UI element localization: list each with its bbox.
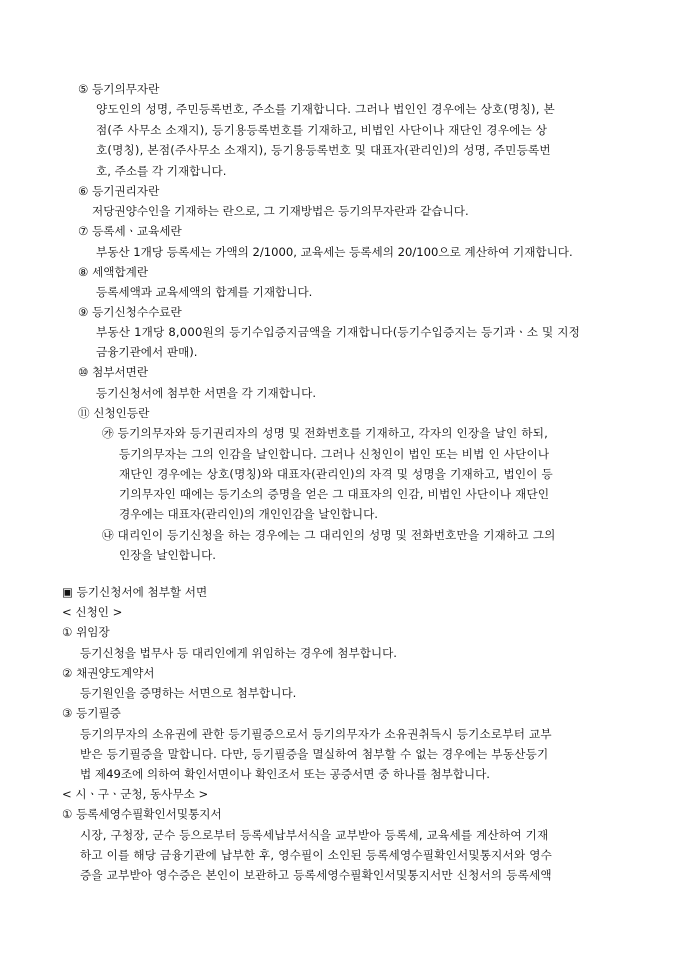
- item-9-text-line-2: 금융기관에서 판매).: [96, 345, 198, 359]
- item-9-text-line-1: 부동산 1개당 8,000원의 등기수입증지금액을 기재합니다(등기수입증지는 등기과ㆍ소 및 지정: [96, 325, 581, 339]
- attachment-3-text-line-3: 법 제49조에 의하여 확인서면이나 확인조서 또는 공증서면 중 하나를 첨부합니다.: [80, 767, 490, 781]
- attachment-1-text-line-1: 등기신청을 법무사 등 대리인에게 위임하는 경우에 첨부합니다.: [80, 646, 397, 660]
- item-11a-text-line-2: 등기의무자는 그의 인감을 날인합니다. 그러나 신청인이 법인 또는 비법 인 사단이나: [119, 447, 550, 461]
- item-11a-text-line-3: 재단인 경우에는 상호(명칭)와 대표자(관리인)의 자격 및 성명을 기재하고, 법인이 등: [119, 467, 553, 481]
- item-11b-text-line-1: ㉯ 대리인이 등기신청을 하는 경우에는 그 대리인의 성명 및 전화번호만을 기재하고 그의: [102, 528, 556, 542]
- item-11a-text-line-4: 기의무자인 때에는 등기소의 증명을 얻은 그 대표자의 인감, 비법인 사단이나 재단인: [119, 487, 550, 501]
- item-10-heading: ⑩ 첨부서면란: [78, 365, 149, 379]
- attachments-title: ▣ 등기신청서에 첨부할 서면: [62, 585, 208, 599]
- attachment-3-heading: ③ 등기필증: [62, 706, 121, 720]
- item-6-heading: ⑥ 등기권리자란: [78, 184, 160, 198]
- office-item-1-heading: ① 등록세영수필확인서및통지서: [62, 807, 222, 821]
- item-11b-text-line-2: 인장을 날인합니다.: [119, 548, 216, 562]
- item-5-heading: ⑤ 등기의무자란: [78, 82, 160, 96]
- item-11-heading: ⑪ 신청인등란: [78, 406, 150, 420]
- office-header: < 시ㆍ구ㆍ군청, 동사무소 >: [62, 787, 209, 801]
- attachment-3-text-line-2: 받은 등기필증을 말합니다. 다만, 등기필증을 멸실하여 첨부할 수 없는 경우에는 부동산등기: [80, 747, 549, 761]
- item-5-text-line-1: 양도인의 성명, 주민등록번호, 주소를 기재합니다. 그러나 법인인 경우에는 상호(명칭), 본: [96, 102, 555, 116]
- item-7-heading: ⑦ 등록세ㆍ교육세란: [78, 224, 182, 238]
- attachment-3-text-line-1: 등기의무자의 소유권에 관한 등기필증으로서 등기의무자가 소유권취득시 등기소로부터 교부: [80, 727, 552, 741]
- office-item-1-text-line-1: 시장, 구청장, 군수 등으로부터 등록세납부서식을 교부받아 등록세, 교육세를 계산하여 기재: [80, 828, 549, 842]
- item-5-text-line-3: 호(명칭), 본점(주사무소 소재지), 등기용등록번호 및 대표자(관리인)의 성명, 주민등록번: [96, 143, 551, 157]
- item-7-text-line-1: 부동산 1개당 등록세는 가액의 2/1000, 교육세는 등록세의 20/100으로 계산하여 기재합니다.: [96, 245, 573, 259]
- attachment-2-heading: ② 채권양도계약서: [62, 666, 155, 680]
- item-8-heading: ⑧ 세액합계란: [78, 265, 149, 279]
- item-11a-text-line-5: 경우에는 대표자(관리인)의 개인인감을 날인합니다.: [119, 507, 378, 521]
- item-10-text-line-1: 등기신청서에 첨부한 서면을 각 기재합니다.: [96, 386, 317, 400]
- item-5-text-line-4: 호, 주소를 각 기재합니다.: [96, 164, 227, 178]
- item-5-text-line-2: 점(주 사무소 소재지), 등기용등록번호를 기재하고, 비법인 사단이나 재단인 경우에는 상: [96, 123, 548, 137]
- office-item-1-text-line-2: 하고 이를 해당 금융기관에 납부한 후, 영수필이 소인된 등록세영수필확인서및통지서와 영수: [80, 848, 553, 862]
- applicant-header: < 신청인 >: [62, 605, 123, 619]
- attachment-1-heading: ① 위임장: [62, 625, 110, 639]
- item-11a-text-line-1: ㉮ 등기의무자와 등기권리자의 성명 및 전화번호를 기재하고, 각자의 인장을 날인 하되,: [102, 426, 549, 440]
- office-item-1-text-line-3: 증을 교부받아 영수증은 본인이 보관하고 등록세영수필확인서및통지서만 신청서의 등록세액: [80, 868, 552, 882]
- item-8-text-line-1: 등록세액과 교육세액의 합계를 기재합니다.: [96, 285, 313, 299]
- attachment-2-text-line-1: 등기원인을 증명하는 서면으로 첨부합니다.: [80, 686, 297, 700]
- item-9-heading: ⑨ 등기신청수수료란: [78, 305, 182, 319]
- item-6-text-line-1: 저당권양수인을 기재하는 란으로, 그 기재방법은 등기의무자란과 같습니다.: [92, 204, 469, 218]
